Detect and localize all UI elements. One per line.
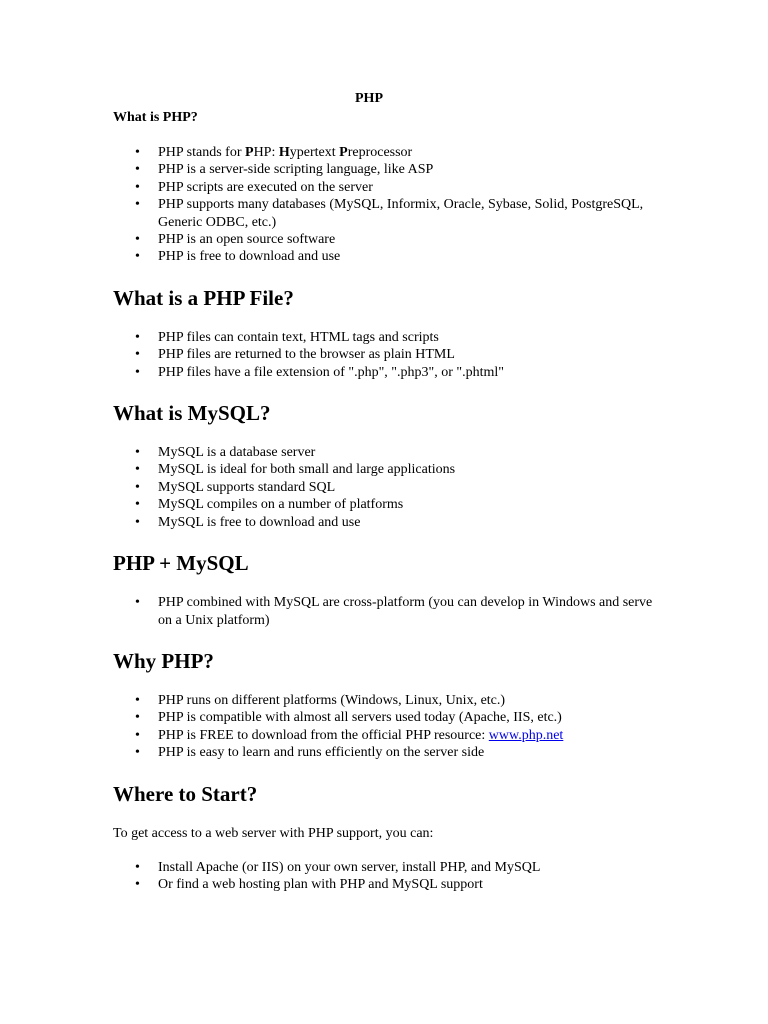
list-item: • PHP files have a file extension of ".php", ".php3", or ".phtml": [135, 364, 505, 380]
where-to-start-bullet-list: [113, 859, 653, 894]
list-item: • PHP is a server-side scripting language, like ASP: [135, 162, 434, 178]
intro-bullet-list: [113, 144, 653, 266]
document-page: [113, 90, 653, 912]
bullet-icon: •: [135, 595, 140, 611]
bullet-icon: •: [135, 462, 140, 478]
list-item: • MySQL supports standard SQL: [135, 479, 336, 495]
list-item: • MySQL is a database server: [135, 445, 316, 461]
bullet-icon: •: [135, 710, 140, 726]
list-item: • PHP is free to download and use: [135, 249, 341, 265]
bullet-icon: •: [135, 197, 140, 213]
bullet-icon: •: [135, 692, 140, 708]
list-item: • PHP scripts are executed on the server: [135, 179, 373, 195]
php-net-link[interactable]: www.php.net: [488, 727, 564, 743]
bullet-icon: •: [135, 514, 140, 530]
list-item: • MySQL is free to download and use: [135, 514, 361, 530]
bullet-icon: •: [135, 232, 140, 248]
bullet-icon: •: [135, 745, 140, 761]
bullet-icon: •: [135, 479, 140, 495]
php-file-bullet-list: [113, 329, 653, 381]
list-item: • PHP supports many databases (MySQL, Informix, Oracle, Sybase, Solid, PostgreSQL, Generic ODBC, etc.): [135, 197, 644, 230]
bullet-icon: •: [135, 727, 140, 743]
list-item: • PHP is compatible with almost all servers used today (Apache, IIS, etc.): [135, 710, 562, 726]
section-heading-php-mysql: PHP + MySQL: [113, 551, 249, 576]
where-to-start-paragraph: To get access to a web server with PHP support, you can:: [113, 825, 434, 841]
list-item: • PHP stands for PHP: Hypertext Preprocessor: [135, 145, 413, 160]
php-mysql-bullet-list: [113, 594, 653, 629]
bullet-icon: •: [135, 497, 140, 513]
bullet-icon: •: [135, 445, 140, 461]
section-heading-where-to-start: Where to Start?: [113, 781, 258, 806]
list-item: • PHP files can contain text, HTML tags and scripts: [135, 329, 439, 345]
list-item: • Install Apache (or IIS) on your own server, install PHP, and MySQL: [135, 859, 541, 875]
bullet-icon: •: [135, 364, 140, 380]
bullet-icon: •: [135, 347, 140, 363]
bullet-icon: •: [135, 162, 140, 178]
intro-heading: What is PHP?: [113, 110, 198, 125]
bullet-icon: •: [135, 859, 140, 875]
mysql-bullet-list: [113, 444, 653, 531]
section-heading-mysql: What is MySQL?: [113, 401, 271, 426]
bullet-icon: •: [135, 179, 140, 195]
list-item: • MySQL is ideal for both small and large applications: [135, 462, 456, 478]
document-title: PHP: [355, 91, 383, 106]
list-item: • Or find a web hosting plan with PHP and MySQL support: [135, 876, 483, 892]
list-item: • PHP is FREE to download from the official PHP resource: www.php.net: [135, 727, 564, 743]
list-item: • PHP runs on different platforms (Windows, Linux, Unix, etc.): [135, 692, 506, 708]
why-php-bullet-list: [113, 692, 653, 762]
section-heading-why-php: Why PHP?: [113, 648, 214, 673]
list-item: • PHP files are returned to the browser as plain HTML: [135, 347, 455, 363]
list-item: • PHP combined with MySQL are cross-platform (you can develop in Windows and serve on a Unix platform): [135, 595, 653, 628]
list-item: • PHP is easy to learn and runs efficiently on the server side: [135, 745, 485, 761]
list-item: • PHP is an open source software: [135, 232, 336, 248]
bullet-icon: •: [135, 249, 140, 265]
bullet-icon: •: [135, 145, 140, 160]
section-heading-php-file: What is a PHP File?: [113, 285, 294, 310]
bullet-icon: •: [135, 876, 140, 892]
bullet-icon: •: [135, 329, 140, 345]
list-item: • MySQL compiles on a number of platforms: [135, 497, 404, 513]
